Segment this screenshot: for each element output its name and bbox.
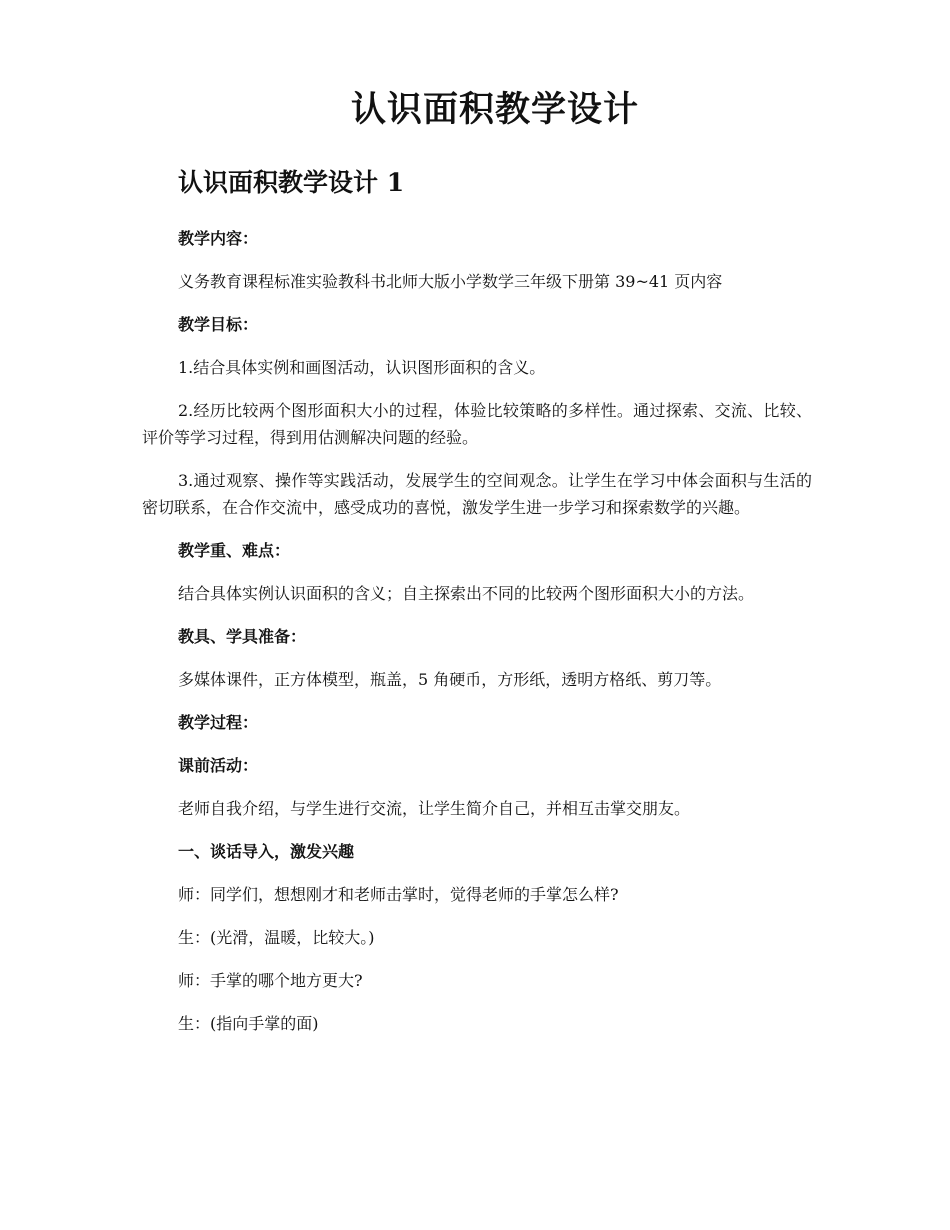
- goal-3: 3.通过观察、操作等实践活动，发展学生的空间观念。让学生在学习中体会面积与生活的密切联系，在合作交流中，感受成功的喜悦，激发学生进一步学习和探索数学的兴趣。: [142, 471, 812, 517]
- pre-activity-label: 课前活动：: [178, 756, 259, 775]
- goal-1: 1.结合具体实例和画图活动，认识图形面积的含义。: [178, 358, 546, 377]
- dialog-line: 师：同学们，想想刚才和老师击掌时，觉得老师的手掌怎么样?: [178, 885, 619, 904]
- document-body: [142, 225, 812, 1053]
- pre-activity-text: 老师自我介绍，与学生进行交流，让学生简介自己，并相互击掌交朋友。: [178, 799, 691, 818]
- tools-label: 教具、学具准备：: [178, 627, 307, 646]
- goal-2: 2.经历比较两个图形面积大小的过程，体验比较策略的多样性。通过探索、交流、比较、评价等学习过程，得到用估测解决问题的经验。: [142, 401, 812, 447]
- section-heading: 认识面积教学设计 1: [178, 168, 405, 197]
- step-1-label: 一、谈话导入，激发兴趣: [178, 842, 355, 861]
- key-points-label: 教学重、难点：: [178, 541, 291, 560]
- dialog-line: 师：手掌的哪个地方更大?: [178, 971, 363, 990]
- dialog-line: 生：(指向手掌的面): [178, 1014, 319, 1033]
- process-label: 教学过程：: [178, 713, 259, 732]
- content-label: 教学内容：: [178, 229, 259, 248]
- document-title: 认识面积教学设计: [350, 89, 639, 130]
- key-points-text: 结合具体实例认识面积的含义；自主探索出不同的比较两个图形面积大小的方法。: [178, 584, 755, 603]
- dialog-line: 生：(光滑，温暖，比较大。): [178, 928, 375, 947]
- goals-label: 教学目标：: [178, 315, 259, 334]
- tools-text: 多媒体课件，正方体模型，瓶盖，5 角硬币，方形纸，透明方格纸、剪刀等。: [178, 670, 722, 689]
- content-text: 义务教育课程标准实验教科书北师大版小学数学三年级下册第 39~41 页内容: [178, 272, 723, 291]
